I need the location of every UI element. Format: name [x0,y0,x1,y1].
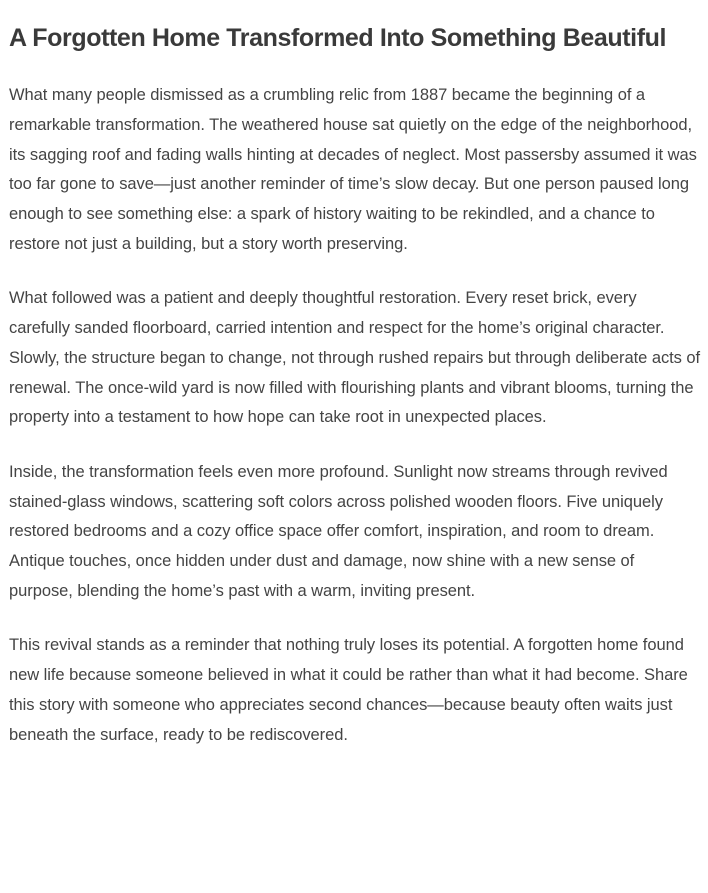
article-title: A Forgotten Home Transformed Into Something Beautiful [9,24,667,52]
article-paragraph-1: What many people dismissed as a crumbling relic from 1887 became the beginning of a remarkable transformation. The weathered house sat quietly on the edge of the neighborhood, its sagging roof and fading walls hinting at decades of neglect. Most passersby assumed it was too far gone to save—just another reminder of time’s slow decay. But one person paused long enough to see something else: a spark of history waiting to be rekindled, and a chance to restore not just a building, but a story worth preserving. [9,86,697,253]
article-paragraph-4: This revival stands as a reminder that nothing truly loses its potential. A forgotten home found new life because someone believed in what it could be rather than what it had become. Share this story with someone who appreciates second chances—because beauty often waits just beneath the surface, ready to be rediscovered. [9,636,688,744]
article-paragraph-2: What followed was a patient and deeply thoughtful restoration. Every reset brick, every carefully sanded floorboard, carried intention and respect for the home’s original character. Slowly, the structure began to change, not through rushed repairs but through deliberate acts of renewal. The once-wild yard is now filled with flourishing plants and vibrant blooms, turning the property into a testament to how hope can take root in unexpected places. [9,289,701,427]
article-paragraph-3: Inside, the transformation feels even more profound. Sunlight now streams through revived stained-glass windows, scattering soft colors across polished wooden floors. Five uniquely restored bedrooms and a cozy office space offer comfort, inspiration, and room to dream. Antique touches, once hidden under dust and damage, now shine with a new sense of purpose, blending the home’s past with a warm, inviting present. [9,462,668,600]
article [9,0,701,750]
